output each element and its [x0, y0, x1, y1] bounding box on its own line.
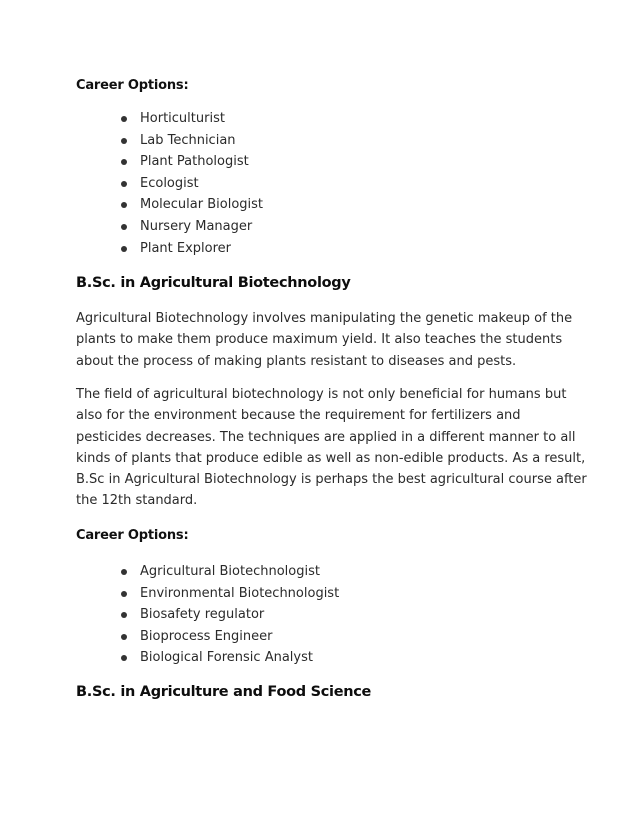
bullet-icon [121, 224, 127, 230]
list-item: Horticulturist [0, 108, 263, 130]
list-item: Agricultural Biotechnologist [0, 561, 339, 583]
list-item: Bioprocess Engineer [0, 626, 339, 648]
bullet-icon [121, 246, 127, 252]
list-item: Lab Technician [0, 130, 263, 152]
career-list [0, 561, 339, 669]
section-heading: B.Sc. in Agriculture and Food Science [76, 684, 372, 700]
bullet-icon [121, 181, 127, 187]
section-heading: B.Sc. in Agricultural Biotechnology [76, 275, 351, 291]
bullet-icon [121, 569, 127, 575]
list-item: Molecular Biologist [0, 194, 263, 216]
career-options-label: Career Options: [76, 528, 189, 543]
bullet-icon [121, 138, 127, 144]
list-item: Nursery Manager [0, 216, 263, 238]
paragraph: The field of agricultural biotechnology is not only beneficial for humans but also for the environment because the requirement for fertilizers and pesticides decreases. The techniques are applied in a different manner to all kinds of plants that produce edible as well as non-edible products. As a result, B.Sc in Agricultural Biotechnology is perhaps the best agricultural course after the 12th standard. [76, 387, 587, 509]
paragraph: Agricultural Biotechnology involves manipulating the genetic makeup of the plants to make them produce maximum yield. It also teaches the students about the process of making plants resistant to diseases and pests. [76, 311, 573, 369]
bullet-icon [121, 634, 127, 640]
list-item: Biological Forensic Analyst [0, 647, 339, 669]
list-item: Ecologist [0, 173, 263, 195]
list-item: Biosafety regulator [0, 604, 339, 626]
bullet-icon [121, 612, 127, 618]
list-item: Environmental Biotechnologist [0, 583, 339, 605]
list-item: Plant Explorer [0, 238, 263, 260]
career-options-label: Career Options: [76, 78, 189, 93]
list-item: Plant Pathologist [0, 151, 263, 173]
bullet-icon [121, 116, 127, 122]
bullet-icon [121, 159, 127, 165]
bullet-icon [121, 202, 127, 208]
career-list [0, 108, 263, 259]
bullet-icon [121, 655, 127, 661]
bullet-icon [121, 591, 127, 597]
